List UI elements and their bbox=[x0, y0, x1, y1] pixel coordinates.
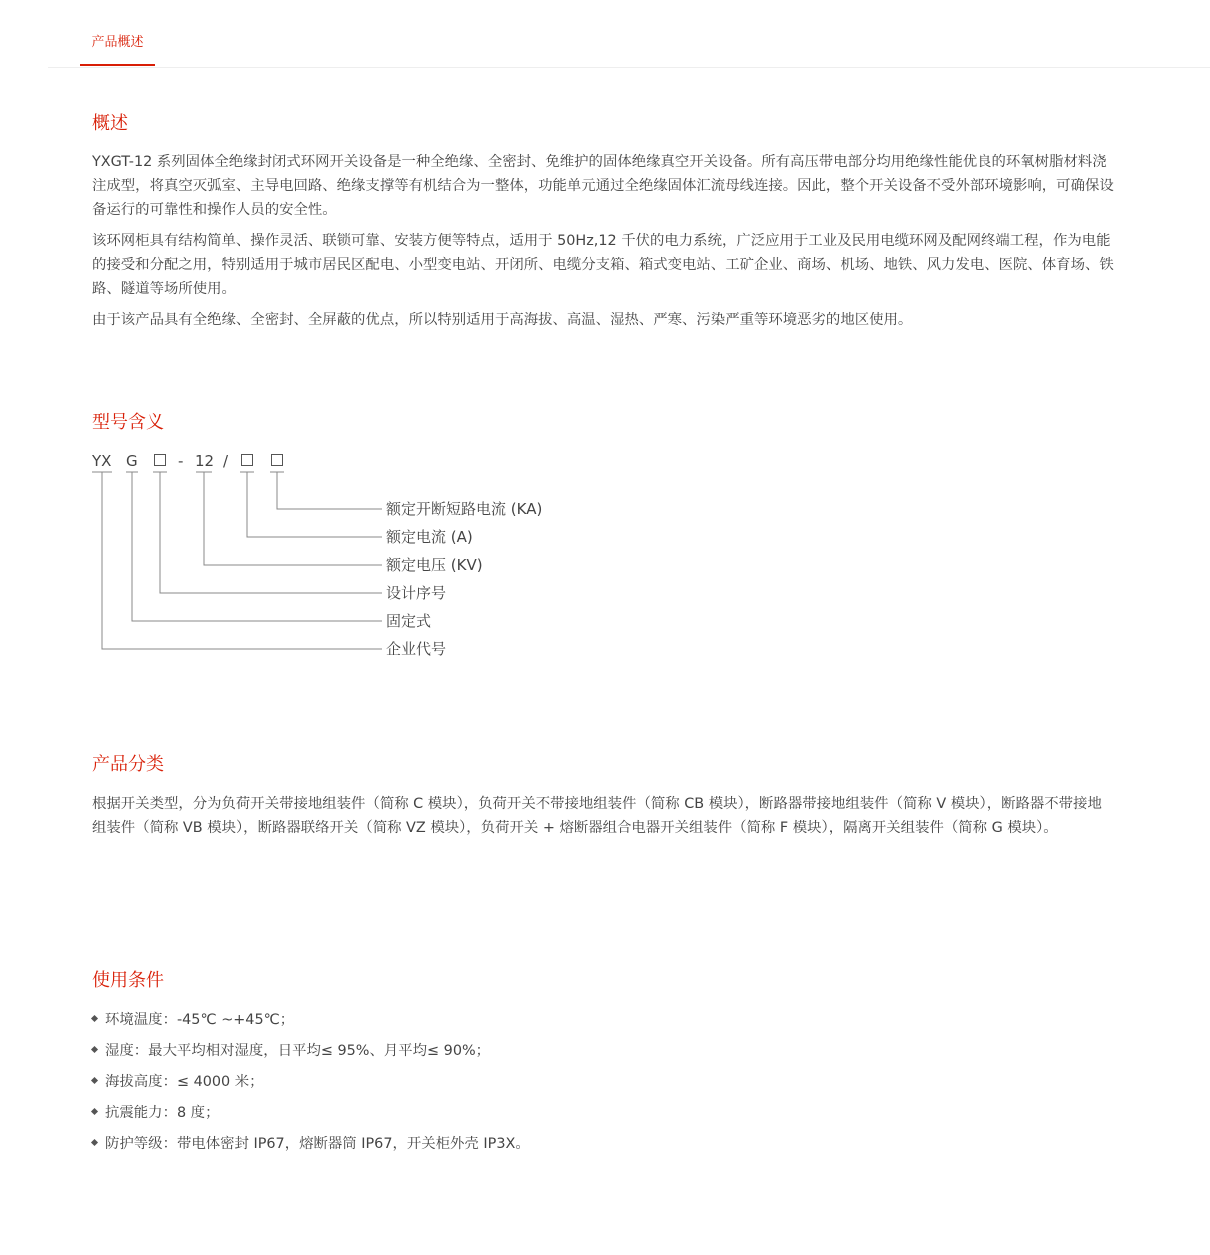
condition-protection: 防护等级：带电体密封 IP67，熔断器筒 IP67，开关柜外壳 IP3X。 bbox=[105, 1136, 530, 1152]
overview-paragraph-1: YXGT-12 系列固体全绝缘封闭式环网开关设备是一种全绝缘、全密封、免维护的固体绝缘真空开关设备。所有高压带电部分均用绝缘性能优良的环氧树脂材料浇注成型，将真空灭弧室、主导电回路、绝缘支撑等有机结合为一整体，功能单元通过全绝缘固体汇流母线连接。因此，整个开关设备不受外部环境影响，可确保设备运行的可靠性和操作人员的安全性。 bbox=[92, 154, 1114, 218]
condition-temperature: 环境温度：-45℃ ~+45℃； bbox=[105, 1012, 295, 1028]
classification-paragraph: 根据开关类型，分为负荷开关带接地组装件（简称 C 模块），负荷开关不带接地组装件（简称 CB 模块），断路器带接地组装件（简称 V 模块），断路器不带接地组装件（简称 VB 模块），断路器联络开关（简称 VZ 模块），负荷开关 + 熔断器组合电器开关组装件（简称 F 模块），隔离开关组装件（简称 G 模块）。 bbox=[92, 796, 1102, 836]
list-item bbox=[92, 1132, 530, 1163]
placeholder-box-icon bbox=[271, 454, 283, 466]
condition-altitude: 海拔高度：≤ 4000 米； bbox=[105, 1074, 264, 1090]
placeholder-box-icon bbox=[154, 454, 166, 466]
conditions-title: 使用条件 bbox=[92, 970, 164, 991]
diamond-bullet-icon bbox=[91, 1107, 98, 1114]
model-designation-diagram bbox=[92, 448, 692, 668]
list-item bbox=[92, 1070, 530, 1101]
overview-paragraph-3: 由于该产品具有全绝缘、全密封、全屏蔽的优点，所以特别适用于高海拔、高温、湿热、严寒、污染严重等环境恶劣的地区使用。 bbox=[92, 312, 913, 328]
overview-title: 概述 bbox=[92, 113, 128, 134]
code-yx: YX bbox=[92, 452, 112, 470]
condition-seismic: 抗震能力：8 度； bbox=[105, 1105, 220, 1121]
label-breaking-current: 额定开断短路电流 (KA) bbox=[386, 500, 543, 518]
label-fixed-type: 固定式 bbox=[386, 612, 432, 630]
code-g: G bbox=[126, 452, 138, 470]
overview-paragraph-2: 该环网柜具有结构简单、操作灵活、联锁可靠、安装方便等特点，适用于 50Hz,12 千伏的电力系统，广泛应用于工业及民用电缆环网及配网终端工程，作为电能的接受和分配之用，特别适用于城市居民区配电、小型变电站、开闭所、电缆分支箱、箱式变电站、工矿企业、商场、机场、地铁、风力发电、医院、体育场、铁路、隧道等场所使用。 bbox=[92, 233, 1114, 297]
label-enterprise-code: 企业代号 bbox=[386, 640, 447, 658]
diamond-bullet-icon bbox=[91, 1014, 98, 1021]
label-design-serial: 设计序号 bbox=[386, 584, 447, 602]
leader-rated-voltage bbox=[204, 472, 382, 565]
diamond-bullet-icon bbox=[91, 1076, 98, 1083]
leader-design-serial bbox=[160, 472, 382, 593]
list-item bbox=[92, 1008, 530, 1039]
list-item bbox=[92, 1101, 530, 1132]
leader-rated-current bbox=[247, 472, 382, 537]
code-dash: - bbox=[178, 452, 184, 470]
classification-title: 产品分类 bbox=[92, 754, 164, 775]
leader-fixed-type bbox=[132, 472, 382, 621]
diamond-bullet-icon bbox=[91, 1045, 98, 1052]
code-slash: / bbox=[223, 452, 229, 470]
tab-bar bbox=[48, 0, 1210, 68]
leader-enterprise-code bbox=[102, 472, 382, 649]
model-title: 型号含义 bbox=[92, 412, 164, 433]
leader-breaking-current bbox=[277, 472, 382, 509]
condition-humidity: 湿度：最大平均相对湿度，日平均≤ 95%、月平均≤ 90%； bbox=[105, 1043, 491, 1059]
diamond-bullet-icon bbox=[91, 1138, 98, 1145]
placeholder-box-icon bbox=[241, 454, 253, 466]
conditions-list bbox=[92, 1008, 530, 1163]
label-rated-current: 额定电流 (A) bbox=[386, 528, 473, 546]
tab-product-overview[interactable]: 产品概述 bbox=[80, 0, 155, 66]
label-rated-voltage: 额定电压 (KV) bbox=[386, 556, 483, 574]
list-item bbox=[92, 1039, 530, 1070]
code-12: 12 bbox=[195, 452, 215, 470]
